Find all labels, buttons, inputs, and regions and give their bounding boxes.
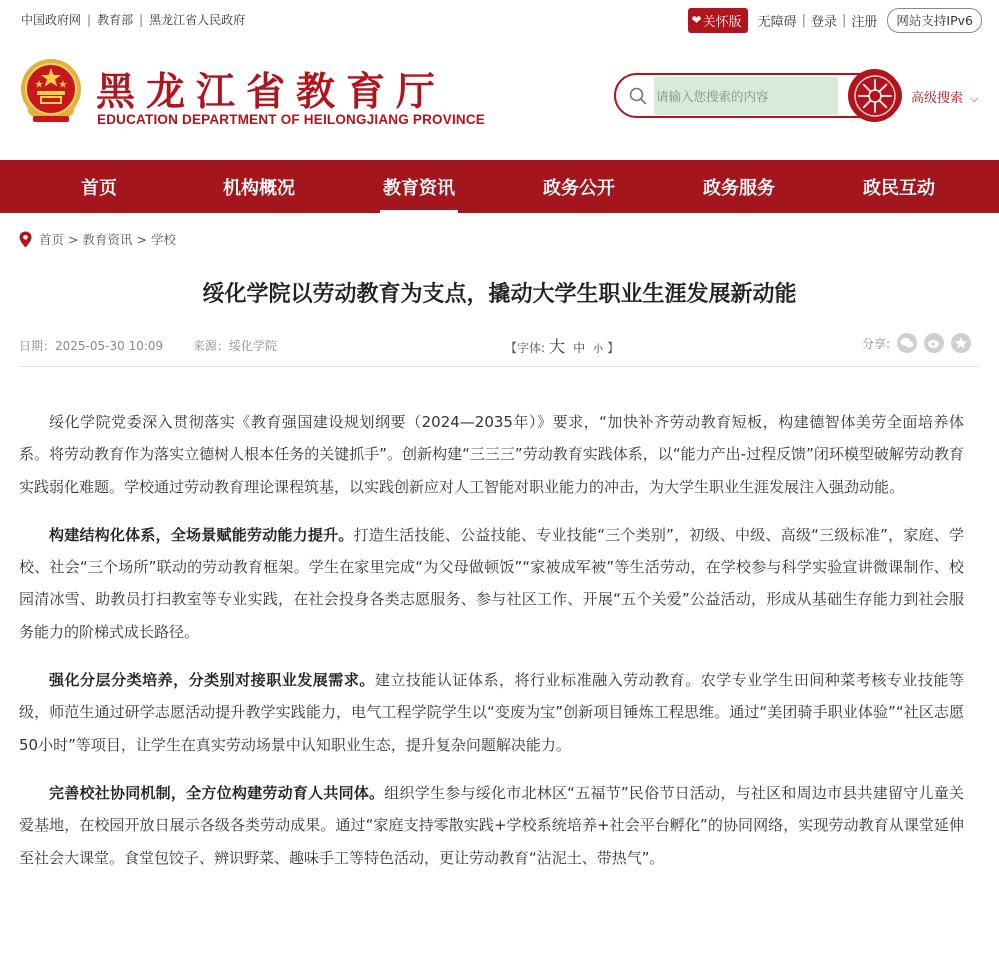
article-paragraph bbox=[19, 777, 964, 874]
top-right-links bbox=[688, 7, 982, 33]
national-emblem-icon[interactable] bbox=[17, 56, 85, 126]
breadcrumb-news[interactable]: 教育资讯 bbox=[82, 232, 133, 247]
site-title[interactable]: 黑龙江省教育厅 bbox=[96, 69, 447, 115]
article-meta bbox=[19, 337, 277, 354]
source-label: 来源： bbox=[192, 339, 229, 353]
separator: | bbox=[139, 12, 144, 27]
paragraph-text: 组织学生参与绥化市北林区“五福节”民俗节日活动，与社区和周边市县共建留守儿童关爱基地，在校园开放日展示各级各类劳动成果。通过“家庭支持零散实践+学校系统培养+社会平台孵化”的协同网络，实现劳动教育从课堂延伸至社会大课堂。食堂包饺子、辨识野菜、趣味手工等特色活动，更让劳动教育“沾泥土、带热气”。 bbox=[19, 783, 964, 867]
search-submit-icon bbox=[853, 74, 897, 118]
nav-item-services[interactable]: 政务服务 bbox=[703, 177, 775, 199]
search-input[interactable] bbox=[654, 77, 838, 115]
divider bbox=[19, 366, 979, 367]
breadcrumb bbox=[19, 230, 176, 248]
paragraph-text: 打造生活技能、公益技能、专业技能“三个类别”，初级、中级、高级“三级标准”，家庭、学校、社会“三个场所”联动的劳动教育框架。学生在家里完成“为父母做顿饭”“家被成军被”等生活劳动，在学校参与科学实验宣讲微课制作、校园清冰雪、助教员打扫教室等专业实践，在社会投身各类志愿服务、参与社区工作、开展“五个关爱”公益活动，形成从基础生存能力到社会服务能力的阶梯式成长路径。 bbox=[19, 525, 964, 641]
nav-item-news[interactable]: 教育资讯 bbox=[339, 160, 499, 213]
care-version-button[interactable] bbox=[688, 8, 748, 33]
breadcrumb-home[interactable]: 首页 bbox=[39, 232, 65, 247]
weibo-share-icon[interactable] bbox=[924, 333, 944, 353]
nav-item-home[interactable]: 首页 bbox=[81, 177, 117, 199]
chevron-down-icon: ⌵ bbox=[970, 92, 979, 105]
location-pin-icon bbox=[19, 231, 32, 248]
advanced-search-link[interactable] bbox=[911, 87, 979, 106]
register-link[interactable]: 注册 bbox=[851, 14, 878, 30]
main-nav bbox=[0, 160, 999, 213]
accessibility-link[interactable]: 无障碍 bbox=[757, 14, 797, 30]
font-size-control bbox=[505, 334, 619, 357]
wechat-share-icon[interactable] bbox=[897, 333, 917, 353]
breadcrumb-separator: > bbox=[68, 231, 79, 247]
top-bar bbox=[0, 0, 999, 40]
share-label: 分享: bbox=[862, 336, 891, 351]
font-size-label: 【字体: bbox=[505, 341, 546, 355]
separator: | bbox=[842, 12, 847, 28]
site-header bbox=[0, 40, 999, 160]
font-size-small[interactable]: 小 bbox=[593, 344, 604, 355]
advanced-search-label: 高级搜索 bbox=[911, 91, 964, 106]
care-version-label: 关怀版 bbox=[702, 14, 742, 30]
nav-item-public-affairs[interactable]: 政务公开 bbox=[543, 177, 615, 199]
share-bar bbox=[862, 333, 971, 353]
search-icon bbox=[629, 87, 647, 105]
link-moe[interactable]: 教育部 bbox=[97, 13, 134, 27]
font-size-medium[interactable]: 中 bbox=[573, 341, 586, 355]
paragraph-lead: 完善校社协同机制，全方位构建劳动育人共同体。 bbox=[49, 783, 385, 802]
date-label: 日期： bbox=[19, 339, 56, 353]
ipv6-label: 网站支持IPv6 bbox=[896, 13, 973, 28]
separator: | bbox=[801, 12, 806, 28]
font-size-large[interactable]: 大 bbox=[549, 337, 566, 356]
paragraph-text: 建立技能认证体系，将行业标准融入劳动教育。农学专业学生田间种菜考核专业技能等级，师范生通过研学志愿活动提升教学实践能力，电气工程学院学生以“变废为宝”创新项目锤炼工程思维。通过“美团骑手职业体验”“社区志愿50小时”等项目，让学生在真实劳动场景中认知职业生态，提升复杂问题解决能力。 bbox=[19, 671, 964, 754]
article-paragraph bbox=[19, 519, 964, 648]
article-title: 绥化学院以劳动教育为支点，撬动大学生职业生涯发展新动能 bbox=[202, 282, 797, 307]
ipv6-badge bbox=[887, 8, 982, 33]
paragraph-lead: 强化分层分类培养，分类别对接职业发展需求。 bbox=[49, 671, 375, 690]
article-source: 绥化学院 bbox=[228, 339, 277, 353]
link-gov[interactable]: 中国政府网 bbox=[21, 13, 82, 27]
nav-item-interaction[interactable]: 政民互动 bbox=[863, 177, 935, 199]
paragraph-lead: 构建结构化体系，全场景赋能劳动能力提升。 bbox=[49, 525, 354, 544]
heart-icon: ❤ bbox=[691, 13, 702, 27]
qzone-share-icon[interactable] bbox=[951, 333, 971, 353]
separator: | bbox=[87, 12, 92, 27]
search-button[interactable] bbox=[848, 69, 901, 122]
site-subtitle: EDUCATION DEPARTMENT OF HEILONGJIANG PROVINCE bbox=[97, 112, 486, 127]
font-size-close: 】 bbox=[607, 341, 620, 355]
login-link[interactable]: 登录 bbox=[811, 14, 838, 30]
article-paragraph bbox=[19, 664, 964, 761]
top-links bbox=[21, 11, 245, 28]
link-province[interactable]: 黑龙江省人民政府 bbox=[149, 13, 246, 27]
article-paragraph: 绥化学院党委深入贯彻落实《教育强国建设规划纲要（2024—2035年）》要求，“加快补齐劳动教育短板，构建德智体美劳全面培养体系。将劳动教育作为落实立德树人根本任务的关键抓手”。创新构建“三三三”劳动教育实践体系，以“能力产出-过程反馈”闭环模型破解劳动教育实践弱化难题。学校通过劳动教育理论课程筑基，以实践创新应对人工智能对职业能力的冲击，为大学生职业生涯发展注入强劲动能。 bbox=[19, 413, 964, 496]
breadcrumb-school[interactable]: 学校 bbox=[151, 232, 177, 247]
article-body bbox=[19, 406, 964, 890]
breadcrumb-separator: > bbox=[136, 231, 147, 247]
article-date: 2025-05-30 10:09 bbox=[55, 339, 164, 353]
nav-item-about[interactable]: 机构概况 bbox=[223, 177, 295, 199]
